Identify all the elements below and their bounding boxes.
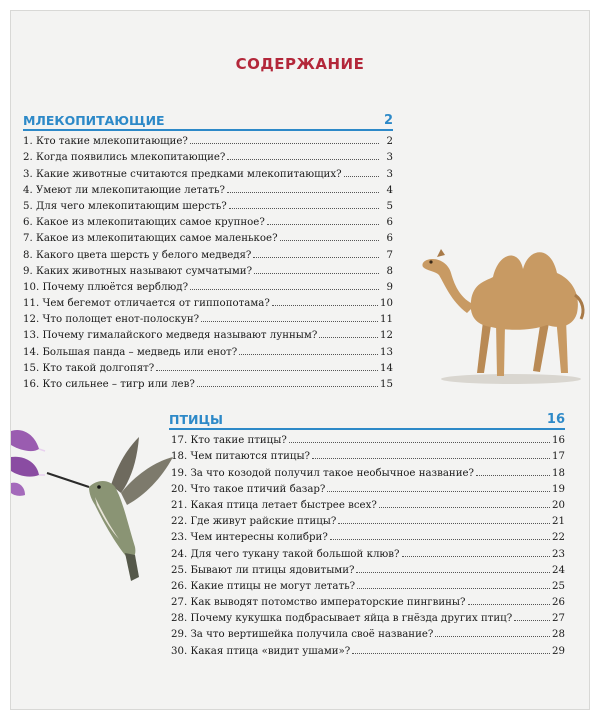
toc-entry-text: 14. Большая панда – медведь или енот? bbox=[23, 346, 238, 358]
toc-entry-text: 1. Кто такие млекопитающие? bbox=[23, 136, 188, 148]
toc-entry-text: 10. Почему плюётся верблюд? bbox=[23, 281, 189, 293]
toc-entry bbox=[169, 527, 565, 543]
toc-entry bbox=[23, 358, 393, 374]
toc-entry-page: 7 bbox=[386, 249, 393, 261]
toc-entry-page: 9 bbox=[386, 281, 393, 293]
toc-entry-text: 8. Какого цвета шерсть у белого медведя? bbox=[23, 249, 252, 261]
dot-leader bbox=[514, 620, 550, 621]
toc-entry-text: 3. Какие животные считаются предками млекопитающих? bbox=[23, 168, 342, 180]
section-heading bbox=[169, 413, 565, 430]
dot-leader bbox=[254, 273, 379, 274]
toc-entry-page: 29 bbox=[552, 645, 565, 657]
dot-leader bbox=[201, 321, 378, 322]
toc-entry bbox=[169, 576, 565, 592]
toc-entry-text: 28. Почему кукушка подбрасывает яйца в гнёзда других птиц? bbox=[171, 613, 513, 625]
dot-leader bbox=[402, 556, 551, 557]
toc-entry-page: 13 bbox=[380, 346, 393, 358]
toc-entry-text: 15. Кто такой долгопят? bbox=[23, 362, 155, 374]
toc-entry-text: 5. Для чего млекопитающим шерсть? bbox=[23, 200, 227, 212]
toc-entry-text: 13. Почему гималайского медведя называют лунным? bbox=[23, 330, 318, 342]
toc-entry-text: 26. Какие птицы не могут летать? bbox=[171, 580, 356, 592]
section-title: МЛЕКОПИТАЮЩИЕ bbox=[23, 113, 165, 128]
toc-entry bbox=[169, 479, 565, 495]
dot-leader bbox=[344, 176, 379, 177]
toc-entry-page: 12 bbox=[380, 330, 393, 342]
toc-entry bbox=[23, 261, 393, 277]
section-page: 2 bbox=[383, 113, 393, 128]
toc-entry-page: 28 bbox=[552, 629, 565, 641]
camel-illustration bbox=[411, 221, 591, 386]
toc-entry bbox=[23, 277, 393, 293]
toc-entry-text: 27. Как выводят потомство императорские пингвины? bbox=[171, 597, 466, 609]
toc-entry-page: 16 bbox=[552, 435, 565, 447]
dot-leader bbox=[197, 386, 378, 387]
toc-entry-text: 12. Что полощет енот-полоскун? bbox=[23, 314, 200, 326]
dot-leader bbox=[156, 370, 378, 371]
toc-entry bbox=[23, 374, 393, 390]
toc-entry-page: 4 bbox=[386, 184, 393, 196]
dot-leader bbox=[272, 305, 378, 306]
toc-entry-text: 7. Какое из млекопитающих самое маленькое? bbox=[23, 233, 278, 245]
toc-entry-text: 11. Чем бегемот отличается от гиппопотама? bbox=[23, 298, 270, 310]
toc-entry bbox=[169, 495, 565, 511]
toc-entry-text: 29. За что вертишейка получила своё название? bbox=[171, 629, 434, 641]
toc-list bbox=[169, 430, 565, 657]
toc-entry-page: 11 bbox=[380, 314, 393, 326]
toc-entry-page: 17 bbox=[552, 451, 565, 463]
toc-entry-page: 26 bbox=[552, 597, 565, 609]
toc-entry-text: 2. Когда появились млекопитающие? bbox=[23, 152, 226, 164]
toc-entry-text: 6. Какое из млекопитающих самое крупное? bbox=[23, 217, 265, 229]
toc-entry bbox=[169, 446, 565, 462]
page-title: СОДЕРЖАНИЕ bbox=[235, 55, 365, 73]
toc-entry-text: 23. Чем интересны колибри? bbox=[171, 532, 328, 544]
toc-entry bbox=[169, 608, 565, 624]
toc-entry bbox=[169, 624, 565, 640]
toc-entry-text: 19. За что козодой получил такое необычное название? bbox=[171, 467, 474, 479]
toc-entry bbox=[23, 293, 393, 309]
dot-leader bbox=[327, 491, 550, 492]
toc-entry bbox=[169, 640, 565, 656]
toc-entry bbox=[23, 131, 393, 147]
toc-entry-text: 4. Умеют ли млекопитающие летать? bbox=[23, 184, 225, 196]
toc-entry bbox=[23, 196, 393, 212]
dot-leader bbox=[229, 208, 379, 209]
toc-entry bbox=[23, 228, 393, 244]
dot-leader bbox=[227, 159, 379, 160]
dot-leader bbox=[379, 507, 550, 508]
dot-leader bbox=[267, 224, 379, 225]
section-mammals bbox=[23, 114, 393, 390]
toc-entry bbox=[169, 592, 565, 608]
toc-entry bbox=[169, 543, 565, 559]
dot-leader bbox=[319, 337, 378, 338]
section-page: 16 bbox=[546, 412, 565, 427]
toc-entry bbox=[169, 430, 565, 446]
toc-entry-text: 17. Кто такие птицы? bbox=[171, 435, 287, 447]
toc-entry bbox=[23, 341, 393, 357]
toc-entry-text: 9. Каких животных называют сумчатыми? bbox=[23, 265, 253, 277]
dot-leader bbox=[338, 523, 550, 524]
toc-entry-text: 24. Для чего тукану такой большой клюв? bbox=[171, 548, 400, 560]
dot-leader bbox=[357, 588, 550, 589]
toc-entry bbox=[169, 560, 565, 576]
hummingbird-illustration bbox=[11, 421, 181, 591]
dot-leader bbox=[312, 458, 550, 459]
dot-leader bbox=[253, 257, 379, 258]
toc-entry-page: 2 bbox=[386, 136, 393, 148]
section-birds bbox=[169, 413, 565, 657]
dot-leader bbox=[280, 240, 379, 241]
dot-leader bbox=[227, 192, 379, 193]
dot-leader bbox=[289, 442, 550, 443]
dot-leader bbox=[190, 289, 379, 290]
toc-entry bbox=[23, 180, 393, 196]
toc-entry-page: 10 bbox=[380, 298, 393, 310]
dot-leader bbox=[435, 636, 550, 637]
section-heading bbox=[23, 114, 393, 131]
toc-entry bbox=[23, 309, 393, 325]
toc-entry-text: 21. Какая птица летает быстрее всех? bbox=[171, 499, 377, 511]
toc-entry-page: 6 bbox=[386, 233, 393, 245]
toc-entry-page: 14 bbox=[380, 362, 393, 374]
toc-entry-page: 23 bbox=[552, 548, 565, 560]
toc-entry-page: 5 bbox=[386, 200, 393, 212]
book-page bbox=[10, 10, 590, 710]
toc-entry-text: 18. Чем питаются птицы? bbox=[171, 451, 311, 463]
toc-entry bbox=[169, 511, 565, 527]
toc-entry-page: 20 bbox=[552, 499, 565, 511]
toc-entry-page: 15 bbox=[380, 379, 393, 390]
toc-entry-page: 3 bbox=[386, 152, 393, 164]
toc-entry-text: 30. Какая птица «видит ушами»? bbox=[171, 645, 351, 657]
toc-entry-page: 27 bbox=[552, 613, 565, 625]
toc-entry bbox=[23, 147, 393, 163]
toc-entry-text: 22. Где живут райские птицы? bbox=[171, 516, 337, 528]
dot-leader bbox=[468, 604, 551, 605]
toc-entry-page: 25 bbox=[552, 580, 565, 592]
section-title: ПТИЦЫ bbox=[169, 412, 223, 427]
toc-entry bbox=[23, 212, 393, 228]
dot-leader bbox=[330, 539, 550, 540]
toc-entry bbox=[23, 244, 393, 260]
toc-entry-page: 24 bbox=[552, 564, 565, 576]
toc-entry-text: 20. Что такое птичий базар? bbox=[171, 483, 326, 495]
toc-entry-page: 22 bbox=[552, 532, 565, 544]
toc-entry bbox=[169, 462, 565, 478]
dot-leader bbox=[190, 143, 379, 144]
toc-entry-page: 18 bbox=[552, 467, 565, 479]
toc-list bbox=[23, 131, 393, 390]
toc-entry-text: 16. Кто сильнее – тигр или лев? bbox=[23, 379, 195, 390]
toc-entry bbox=[23, 163, 393, 179]
dot-leader bbox=[476, 475, 550, 476]
dot-leader bbox=[352, 653, 550, 654]
toc-entry-text: 25. Бывают ли птицы ядовитыми? bbox=[171, 564, 355, 576]
toc-entry-page: 3 bbox=[386, 168, 393, 180]
toc-entry-page: 21 bbox=[552, 516, 565, 528]
toc-entry bbox=[23, 325, 393, 341]
dot-leader bbox=[356, 572, 550, 573]
toc-entry-page: 8 bbox=[386, 265, 393, 277]
toc-entry-page: 19 bbox=[552, 483, 565, 495]
toc-entry-page: 6 bbox=[386, 217, 393, 229]
dot-leader bbox=[239, 354, 378, 355]
